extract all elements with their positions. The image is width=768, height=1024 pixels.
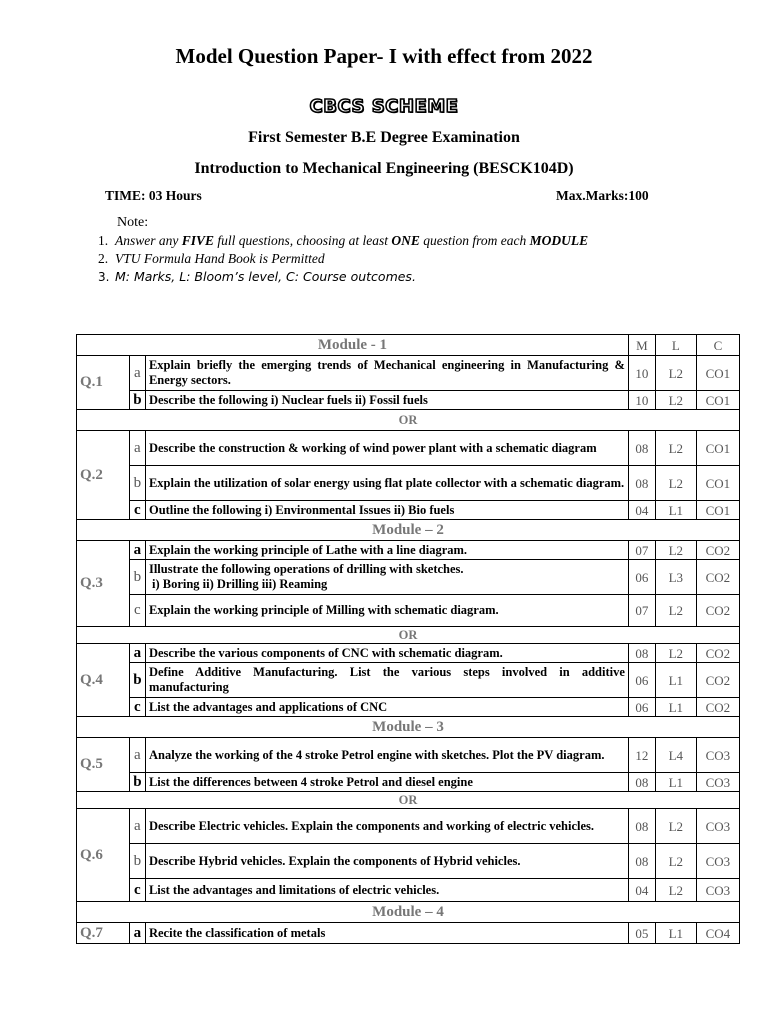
or-row	[77, 410, 740, 431]
note-emphasis: FIVE	[181, 233, 215, 248]
outcome-value: CO2	[696, 644, 739, 663]
table-row	[77, 698, 740, 717]
marks-value: 06	[628, 663, 655, 698]
question-text: Analyze the working of the 4 stroke Petrol engine with sketches. Plot the PV diagram.	[145, 738, 628, 773]
outcome-value: CO2	[696, 698, 739, 717]
question-text: Explain the working principle of Milling with schematic diagram.	[145, 595, 628, 627]
outcome-value: CO2	[696, 541, 739, 560]
or-row	[77, 627, 740, 644]
question-text: Describe Electric vehicles. Explain the components and working of electric vehicles.	[145, 809, 628, 844]
note-number: 1.	[98, 233, 109, 248]
scheme-banner	[0, 96, 768, 117]
level-value: L2	[655, 466, 696, 501]
question-number: Q.2	[77, 431, 130, 520]
outcome-value: CO1	[696, 501, 739, 520]
question-text: Describe the construction & working of wind power plant with a schematic diagram	[145, 431, 628, 466]
sub-question-label: a	[129, 644, 145, 663]
marks-value: 04	[628, 501, 655, 520]
outcome-value: CO1	[696, 431, 739, 466]
marks-value: 08	[628, 844, 655, 879]
level-value: L1	[655, 698, 696, 717]
sub-question-label: b	[129, 391, 145, 410]
question-number: Q.4	[77, 644, 130, 717]
marks-value: 08	[628, 466, 655, 501]
module-title: Module – 3	[77, 717, 740, 738]
semester-heading: First Semester B.E Degree Examination	[248, 129, 520, 146]
note-text: Answer any	[115, 233, 182, 248]
table-row	[77, 844, 740, 879]
marks-column-header: M	[628, 335, 655, 356]
marks-value: 08	[628, 809, 655, 844]
marks-value: 10	[628, 356, 655, 391]
question-text: List the advantages and limitations of electric vehicles.	[145, 879, 628, 902]
level-column-header: L	[655, 335, 696, 356]
level-value: L2	[655, 541, 696, 560]
or-separator: OR	[77, 410, 740, 431]
outcome-value: CO3	[696, 844, 739, 879]
marks-value: 08	[628, 773, 655, 792]
module-title: Module - 1	[77, 335, 629, 356]
outcome-column-header: C	[696, 335, 739, 356]
note-item-1	[98, 232, 588, 250]
module-header-row	[77, 335, 740, 356]
question-number: Q.3	[77, 541, 130, 627]
sub-question-label: a	[129, 541, 145, 560]
table-row	[77, 595, 740, 627]
module-header-row	[77, 902, 740, 923]
level-value: L2	[655, 431, 696, 466]
level-value: L2	[655, 595, 696, 627]
time-label: TIME: 03 Hours	[105, 188, 202, 203]
marks-value: 10	[628, 391, 655, 410]
note-item-3	[98, 268, 588, 286]
level-value: L1	[655, 923, 696, 944]
note-text: M: Marks, L: Bloom’s level, C: Course outcomes.	[115, 269, 416, 284]
question-text: Describe Hybrid vehicles. Explain the components of Hybrid vehicles.	[145, 844, 628, 879]
outcome-value: CO4	[696, 923, 739, 944]
table-row	[77, 663, 740, 698]
level-value: L2	[655, 809, 696, 844]
question-text: Explain briefly the emerging trends of Mechanical engineering in Manufacturing & Energy sectors.	[145, 356, 628, 391]
question-number: Q.5	[77, 738, 130, 792]
module-header-row	[77, 520, 740, 541]
question-number: Q.7	[77, 923, 130, 944]
table-row	[77, 809, 740, 844]
question-text: Outline the following i) Environmental Issues ii) Bio fuels	[145, 501, 628, 520]
sub-question-label: a	[129, 923, 145, 944]
level-value: L2	[655, 391, 696, 410]
level-value: L2	[655, 356, 696, 391]
outcome-value: CO3	[696, 738, 739, 773]
sub-question-label: b	[129, 560, 145, 595]
marks-value: 08	[628, 644, 655, 663]
or-separator: OR	[77, 792, 740, 809]
sub-question-label: a	[129, 356, 145, 391]
note-number: 2.	[98, 251, 109, 266]
question-text: List the advantages and applications of CNC	[145, 698, 628, 717]
outcome-value: CO3	[696, 879, 739, 902]
table-row	[77, 923, 740, 944]
table-row	[77, 466, 740, 501]
table-row	[77, 560, 740, 595]
sub-question-label: c	[129, 698, 145, 717]
table-row	[77, 738, 740, 773]
question-text: Define Additive Manufacturing. List the various steps involved in additive manufacturing	[145, 663, 628, 698]
note-emphasis: ONE	[391, 233, 420, 248]
or-separator: OR	[77, 627, 740, 644]
level-value: L1	[655, 501, 696, 520]
table-row	[77, 879, 740, 902]
table-row	[77, 356, 740, 391]
sub-question-label: a	[129, 431, 145, 466]
question-text: Recite the classification of metals	[145, 923, 628, 944]
level-value: L2	[655, 844, 696, 879]
marks-value: 04	[628, 879, 655, 902]
question-text: Explain the utilization of solar energy using flat plate collector with a schematic diagram.	[145, 466, 628, 501]
note-number: 3.	[98, 270, 110, 284]
outcome-value: CO1	[696, 391, 739, 410]
level-value: L3	[655, 560, 696, 595]
sub-question-label: b	[129, 466, 145, 501]
outcome-value: CO1	[696, 356, 739, 391]
scheme-label: CBCS SCHEME	[309, 96, 459, 117]
question-text-line: i) Boring ii) Drilling iii) Reaming	[151, 577, 328, 591]
level-value: L4	[655, 738, 696, 773]
question-text: List the differences between 4 stroke Petrol and diesel engine	[145, 773, 628, 792]
sub-question-label: b	[129, 663, 145, 698]
marks-value: 06	[628, 698, 655, 717]
question-number: Q.1	[77, 356, 130, 410]
module-title: Module – 4	[77, 902, 740, 923]
or-row	[77, 792, 740, 809]
sub-question-label: b	[129, 844, 145, 879]
module-title: Module – 2	[77, 520, 740, 541]
table-row	[77, 391, 740, 410]
level-value: L2	[655, 644, 696, 663]
module-header-row	[77, 717, 740, 738]
question-text: Describe the following i) Nuclear fuels ii) Fossil fuels	[145, 391, 628, 410]
question-text: Describe the various components of CNC with schematic diagram.	[145, 644, 628, 663]
note-item-2	[98, 250, 588, 268]
marks-value: 07	[628, 541, 655, 560]
question-table	[76, 334, 740, 944]
marks-value: 05	[628, 923, 655, 944]
subject-heading: Introduction to Mechanical Engineering (BESCK104D)	[194, 160, 574, 177]
outcome-value: CO3	[696, 773, 739, 792]
table-row	[77, 773, 740, 792]
note-emphasis: MODULE	[529, 233, 589, 248]
sub-question-label: c	[129, 501, 145, 520]
marks-value: 12	[628, 738, 655, 773]
table-row	[77, 431, 740, 466]
marks-value: 07	[628, 595, 655, 627]
outcome-value: CO1	[696, 466, 739, 501]
question-text-line: Illustrate the following operations of drilling with sketches.	[148, 562, 464, 576]
level-value: L2	[655, 879, 696, 902]
question-number: Q.6	[77, 809, 130, 902]
table-row	[77, 501, 740, 520]
marks-value: 08	[628, 431, 655, 466]
paper-title: Model Question Paper- I with effect from 2022	[175, 44, 593, 68]
level-value: L1	[655, 663, 696, 698]
sub-question-label: b	[129, 773, 145, 792]
note-heading: Note:	[117, 215, 149, 230]
max-marks-label: Max.Marks:100	[556, 188, 649, 203]
sub-question-label: a	[129, 809, 145, 844]
level-value: L1	[655, 773, 696, 792]
table-row	[77, 644, 740, 663]
outcome-value: CO2	[696, 595, 739, 627]
sub-question-label: c	[129, 879, 145, 902]
question-text	[145, 560, 628, 595]
note-text: question from each	[419, 233, 530, 248]
outcome-value: CO2	[696, 663, 739, 698]
outcome-value: CO3	[696, 809, 739, 844]
outcome-value: CO2	[696, 560, 739, 595]
note-text: full questions, choosing at least	[214, 233, 392, 248]
table-row	[77, 541, 740, 560]
sub-question-label: a	[129, 738, 145, 773]
marks-value: 06	[628, 560, 655, 595]
notes-list	[98, 232, 588, 286]
sub-question-label: c	[129, 595, 145, 627]
note-text: VTU Formula Hand Book is Permitted	[115, 251, 325, 266]
question-text: Explain the working principle of Lathe with a line diagram.	[145, 541, 628, 560]
